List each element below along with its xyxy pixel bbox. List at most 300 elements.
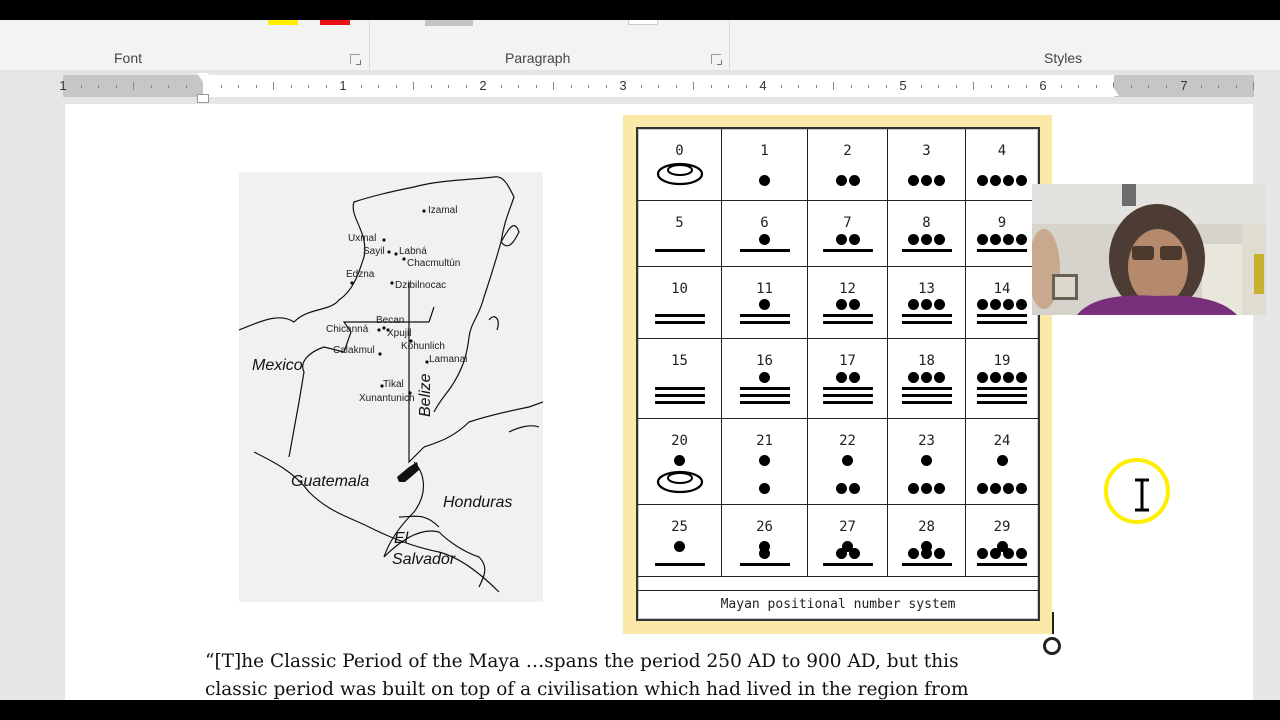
map-country-label: El (394, 530, 409, 547)
lower-position-glyph (808, 175, 887, 186)
ruler-tick (868, 85, 869, 88)
dot-icon (977, 234, 988, 245)
dot-glyph-row (921, 455, 932, 466)
ruler-tick (886, 85, 887, 88)
ruler-tick (1253, 82, 1254, 90)
lower-position-glyph (638, 245, 721, 252)
ruler-label: 2 (479, 78, 487, 93)
dot-glyph-row (836, 372, 860, 383)
maya-number-label: 26 (756, 519, 773, 535)
horizontal-ruler[interactable] (59, 75, 1254, 97)
ruler-tick (133, 82, 134, 90)
maya-number-grid (638, 129, 1038, 577)
maya-number-cell (808, 267, 888, 338)
dot-icon (921, 455, 932, 466)
dot-glyph-row (977, 234, 1027, 245)
dot-glyph-row (908, 483, 945, 494)
dot-icon (759, 175, 770, 186)
dot-icon (921, 548, 932, 559)
maya-table-row (638, 505, 1038, 577)
bottom-letterbox (0, 700, 1280, 720)
maya-number-label: 13 (918, 281, 935, 297)
dot-icon (990, 483, 1001, 494)
map-site-label: Chicanná (326, 324, 369, 335)
map-country-label: Honduras (443, 494, 513, 511)
maya-number-label: 10 (671, 281, 688, 297)
right-indent-marker[interactable] (1107, 87, 1119, 96)
bar-glyph-icon (740, 563, 790, 566)
ruler-tick (308, 85, 309, 88)
dot-icon (836, 299, 847, 310)
maya-number-cell (722, 129, 808, 200)
maya-number-label: 18 (918, 353, 935, 369)
maya-number-label: 3 (922, 143, 931, 159)
ruler-label: 1 (339, 78, 347, 93)
map-site-label: Becan (376, 315, 405, 326)
dot-glyph-row (977, 483, 1027, 494)
dot-icon (921, 234, 932, 245)
map-country-label: Guatemala (291, 473, 370, 490)
ruler-tick (466, 85, 467, 88)
dot-icon (921, 483, 932, 494)
ruler-tick (816, 85, 817, 88)
dot-icon (990, 299, 1001, 310)
dot-icon (1016, 483, 1027, 494)
lower-position-glyph (638, 160, 721, 186)
ruler-tick (81, 85, 82, 88)
dot-glyph-row (759, 455, 770, 466)
bar-glyph-icon (823, 249, 873, 252)
dot-glyph-row (977, 175, 1027, 186)
bar-glyph-icon (655, 314, 705, 317)
map-site-label: Edzna (346, 269, 375, 280)
ruler-tick (938, 85, 939, 88)
dot-icon (759, 299, 770, 310)
bar-glyph-icon (823, 563, 873, 566)
lower-position-glyph (888, 483, 965, 494)
maya-number-label: 24 (993, 433, 1011, 449)
bar-glyph-icon (823, 321, 873, 324)
lower-position-glyph (966, 175, 1038, 186)
dot-icon (674, 455, 685, 466)
group-divider (729, 20, 730, 70)
upper-position-glyph (888, 455, 965, 466)
upper-position-glyph (722, 455, 807, 466)
ruler-tick (833, 82, 834, 90)
maya-number-label: 16 (756, 353, 773, 369)
bar-glyph-icon (977, 249, 1027, 252)
first-line-indent-marker[interactable] (197, 73, 209, 82)
maya-number-cell (808, 129, 888, 200)
ruler-tick (98, 85, 99, 88)
maya-number-label: 17 (839, 353, 856, 369)
maya-table-row (638, 339, 1038, 419)
maya-number-label: 29 (993, 519, 1011, 535)
webcam-video-frame (1032, 184, 1266, 315)
lower-position-glyph (808, 483, 887, 494)
dot-icon (977, 299, 988, 310)
dot-icon (836, 234, 847, 245)
bar-glyph-icon (977, 321, 1027, 324)
map-site-label: Calakmul (333, 345, 375, 356)
maya-number-label: 15 (671, 353, 688, 369)
maya-number-cell (808, 419, 888, 504)
presenter-webcam-overlay (1032, 184, 1266, 315)
maya-region-map-image[interactable] (239, 172, 543, 602)
ruler-tick (116, 85, 117, 88)
lower-position-glyph (966, 548, 1038, 566)
map-site-label: Sayil (363, 246, 385, 257)
borders-button[interactable] (628, 20, 658, 25)
map-site-label: Xunantunich (359, 393, 415, 404)
lower-position-glyph (808, 299, 887, 324)
dot-icon (1003, 299, 1014, 310)
bar-glyph-icon (655, 563, 705, 566)
lower-position-glyph (966, 372, 1038, 404)
maya-table-row (638, 201, 1038, 267)
bar-glyph-icon (740, 394, 790, 397)
lower-position-glyph (722, 234, 807, 252)
bar-glyph-icon (655, 387, 705, 390)
map-site-label: Xpujil (387, 328, 412, 339)
maya-number-cell (888, 505, 966, 576)
upper-position-glyph (638, 541, 721, 552)
maya-number-cell (966, 419, 1038, 504)
maya-table-row (638, 267, 1038, 339)
dot-glyph-row (759, 234, 770, 245)
paragraph-shading-button[interactable] (425, 20, 473, 26)
maya-number-label: 9 (997, 215, 1007, 231)
dot-icon (759, 455, 770, 466)
lower-position-glyph (638, 383, 721, 404)
maya-number-cell (722, 505, 808, 576)
styles-group-label: Styles (1044, 50, 1083, 66)
dot-glyph-row (759, 372, 770, 383)
bar-glyph-icon (740, 314, 790, 317)
maya-number-cell (808, 505, 888, 576)
bar-glyph-icon (902, 394, 952, 397)
lower-position-glyph (638, 310, 721, 324)
top-letterbox (0, 0, 1280, 20)
lower-position-glyph (966, 299, 1038, 324)
ruler-tick (746, 85, 747, 88)
dot-icon (1003, 548, 1014, 559)
lower-position-glyph (966, 483, 1038, 494)
ruler-tick (396, 85, 397, 88)
ruler-tick (151, 85, 152, 88)
dot-icon (934, 175, 945, 186)
shell-zero-glyph-icon (656, 160, 704, 186)
bar-glyph-icon (655, 249, 705, 252)
bar-glyph-icon (740, 321, 790, 324)
dot-glyph-row (836, 483, 860, 494)
ruler-tick (571, 85, 572, 88)
dot-glyph-row (842, 455, 853, 466)
dot-icon (674, 541, 685, 552)
lower-position-glyph (888, 548, 965, 566)
maya-number-label: 1 (760, 143, 769, 159)
bar-glyph-icon (823, 314, 873, 317)
dot-icon (1016, 234, 1027, 245)
ruler-tick (1131, 85, 1132, 88)
bar-glyph-icon (902, 401, 952, 404)
rotate-handle-stem (1052, 612, 1054, 634)
maya-table-caption: Mayan positional number system (638, 590, 1038, 619)
lower-position-glyph (888, 234, 965, 252)
dot-icon (836, 548, 847, 559)
ruler-tick (728, 85, 729, 88)
ruler-tick (1061, 85, 1062, 88)
ruler-label: 5 (899, 78, 907, 93)
maya-number-cell (722, 201, 808, 266)
ruler-tick (221, 85, 222, 88)
dot-icon (934, 372, 945, 383)
dot-glyph-row (674, 455, 685, 466)
dot-icon (1003, 483, 1014, 494)
highlight-color-swatch[interactable] (268, 20, 298, 25)
bar-glyph-icon (740, 387, 790, 390)
map-site-label: Lamanai (429, 354, 468, 365)
group-divider (369, 20, 370, 70)
dot-icon (1003, 175, 1014, 186)
bar-glyph-icon (823, 401, 873, 404)
ruler-tick (921, 85, 922, 88)
dot-icon (759, 483, 770, 494)
ruler-tick (413, 82, 414, 90)
maya-table-row (638, 419, 1038, 505)
ruler-tick (1008, 85, 1009, 88)
map-site-label: Labná (399, 246, 427, 257)
ruler-tick (991, 85, 992, 88)
dot-glyph-row (759, 175, 770, 186)
dot-icon (977, 483, 988, 494)
lower-position-glyph (888, 299, 965, 324)
dot-icon (990, 175, 1001, 186)
dot-icon (842, 455, 853, 466)
lower-position-glyph (638, 468, 721, 494)
maya-number-label: 22 (839, 433, 856, 449)
dot-icon (908, 234, 919, 245)
maya-number-cell (638, 505, 722, 576)
dot-icon (908, 175, 919, 186)
maya-number-label: 8 (922, 215, 931, 231)
maya-number-cell (638, 201, 722, 266)
dot-glyph-row (997, 455, 1008, 466)
ruler-tick (1201, 85, 1202, 88)
dot-icon (934, 299, 945, 310)
map-site-label: Chacmultún (407, 258, 461, 269)
dot-icon (836, 372, 847, 383)
maya-number-cell (966, 129, 1038, 200)
map-country-label: Belize (417, 373, 434, 417)
ruler-tick (1166, 85, 1167, 88)
ibeam-cursor-icon (1132, 478, 1152, 512)
maya-table-row (638, 129, 1038, 201)
dot-icon (921, 175, 932, 186)
dot-icon (836, 175, 847, 186)
map-site-label: Tikal (383, 379, 404, 390)
body-paragraph[interactable] (205, 648, 1085, 704)
dot-icon (921, 372, 932, 383)
maya-number-cell (722, 339, 808, 418)
ruler-tick (973, 82, 974, 90)
dot-glyph-row (977, 548, 1027, 559)
bar-glyph-icon (823, 387, 873, 390)
lower-position-glyph (808, 234, 887, 252)
dot-icon (1016, 372, 1027, 383)
dot-icon (1003, 234, 1014, 245)
maya-number-label: 0 (675, 143, 684, 159)
dot-icon (908, 548, 919, 559)
dot-icon (1016, 548, 1027, 559)
dot-icon (977, 372, 988, 383)
dot-glyph-row (908, 234, 945, 245)
lower-position-glyph (888, 372, 965, 404)
ribbon (0, 20, 1280, 70)
dot-glyph-row (836, 548, 860, 559)
dot-icon (759, 234, 770, 245)
body-text-line: “[T]he Classic Period of the Maya …spans the period 250 AD to 900 AD, but this (205, 651, 959, 672)
bar-glyph-icon (902, 249, 952, 252)
dot-icon (849, 372, 860, 383)
dot-glyph-row (759, 483, 770, 494)
maya-number-label: 5 (675, 215, 684, 231)
maya-number-label: 4 (997, 143, 1007, 159)
dot-glyph-row (908, 548, 945, 559)
dialog-launcher-icon[interactable] (711, 54, 721, 64)
ruler-tick (1218, 85, 1219, 88)
ruler-tick (1078, 85, 1079, 88)
ruler-tick (238, 85, 239, 88)
body-text-line: classic period was built on top of a civilisation which had lived in the region from (205, 679, 969, 700)
ruler-tick (518, 85, 519, 88)
map-site-label: Izamal (428, 205, 458, 216)
dot-glyph-row (759, 548, 770, 559)
dot-icon (849, 483, 860, 494)
lower-position-glyph (722, 483, 807, 494)
map-country-label: Salvador (392, 551, 456, 568)
maya-number-cell (638, 339, 722, 418)
maya-number-label: 20 (671, 433, 688, 449)
dot-icon (1016, 175, 1027, 186)
dot-glyph-row (759, 299, 770, 310)
maya-number-cell (966, 267, 1038, 338)
dot-glyph-row (908, 175, 945, 186)
bar-glyph-icon (902, 387, 952, 390)
bar-glyph-icon (655, 394, 705, 397)
maya-number-cell (888, 201, 966, 266)
map-country-label: Mexico (252, 357, 303, 374)
bar-glyph-icon (977, 563, 1027, 566)
maya-number-label: 19 (993, 353, 1011, 369)
dot-icon (934, 234, 945, 245)
dot-icon (977, 175, 988, 186)
dot-icon (759, 372, 770, 383)
dot-glyph-row (977, 299, 1027, 310)
ruler-tick (291, 85, 292, 88)
maya-number-cell (966, 505, 1038, 576)
upper-position-glyph (638, 455, 721, 466)
dot-glyph-row (674, 541, 685, 552)
maya-number-cell (808, 201, 888, 266)
paragraph-group-label: Paragraph (505, 50, 571, 66)
maya-number-cell (638, 419, 722, 504)
maya-number-cell (722, 267, 808, 338)
dot-glyph-row (836, 175, 860, 186)
dot-icon (990, 234, 1001, 245)
ruler-tick (448, 85, 449, 88)
bar-glyph-icon (977, 314, 1027, 317)
lower-position-glyph (808, 372, 887, 404)
ruler-tick (536, 85, 537, 88)
dot-icon (934, 483, 945, 494)
ruler-tick (273, 82, 274, 90)
dot-icon (1003, 372, 1014, 383)
bar-glyph-icon (740, 401, 790, 404)
upper-position-glyph (966, 455, 1038, 466)
bar-glyph-icon (977, 401, 1027, 404)
left-indent-marker[interactable] (197, 94, 209, 103)
ruler-tick (553, 82, 554, 90)
maya-number-cell (888, 419, 966, 504)
maya-number-cell (888, 267, 966, 338)
bar-glyph-icon (655, 401, 705, 404)
maya-number-cell (966, 339, 1038, 418)
ruler-tick (431, 85, 432, 88)
dot-icon (990, 548, 1001, 559)
ruler-tick (658, 85, 659, 88)
lower-position-glyph (638, 559, 721, 566)
ruler-tick (588, 85, 589, 88)
ruler-tick (1096, 85, 1097, 88)
maya-number-label: 25 (671, 519, 688, 535)
lower-position-glyph (888, 175, 965, 186)
upper-position-glyph (808, 455, 887, 466)
dot-icon (1016, 299, 1027, 310)
dot-icon (849, 548, 860, 559)
bar-glyph-icon (740, 249, 790, 252)
ruler-tick (711, 85, 712, 88)
dot-glyph-row (908, 299, 945, 310)
maya-number-cell (722, 419, 808, 504)
dot-icon (759, 548, 770, 559)
lower-position-glyph (722, 175, 807, 186)
dot-icon (849, 175, 860, 186)
ruler-tick (256, 85, 257, 88)
font-color-swatch[interactable] (320, 20, 350, 25)
lower-position-glyph (722, 299, 807, 324)
ruler-label: 6 (1039, 78, 1047, 93)
dot-icon (849, 234, 860, 245)
ruler-tick (1026, 85, 1027, 88)
ruler-tick (361, 85, 362, 88)
ruler-tick (186, 85, 187, 88)
dot-icon (908, 299, 919, 310)
dialog-launcher-icon[interactable] (350, 54, 360, 64)
maya-number-cell (638, 129, 722, 200)
dot-icon (990, 372, 1001, 383)
ruler-label: 7 (1180, 78, 1188, 93)
ruler-tick (851, 85, 852, 88)
ruler-label: 3 (619, 78, 627, 93)
bar-glyph-icon (902, 563, 952, 566)
maya-number-label: 7 (843, 215, 852, 231)
dot-icon (997, 455, 1008, 466)
maya-number-table-image[interactable] (636, 127, 1040, 621)
maya-number-label: 28 (918, 519, 935, 535)
ruler-tick (641, 85, 642, 88)
bar-glyph-icon (902, 321, 952, 324)
